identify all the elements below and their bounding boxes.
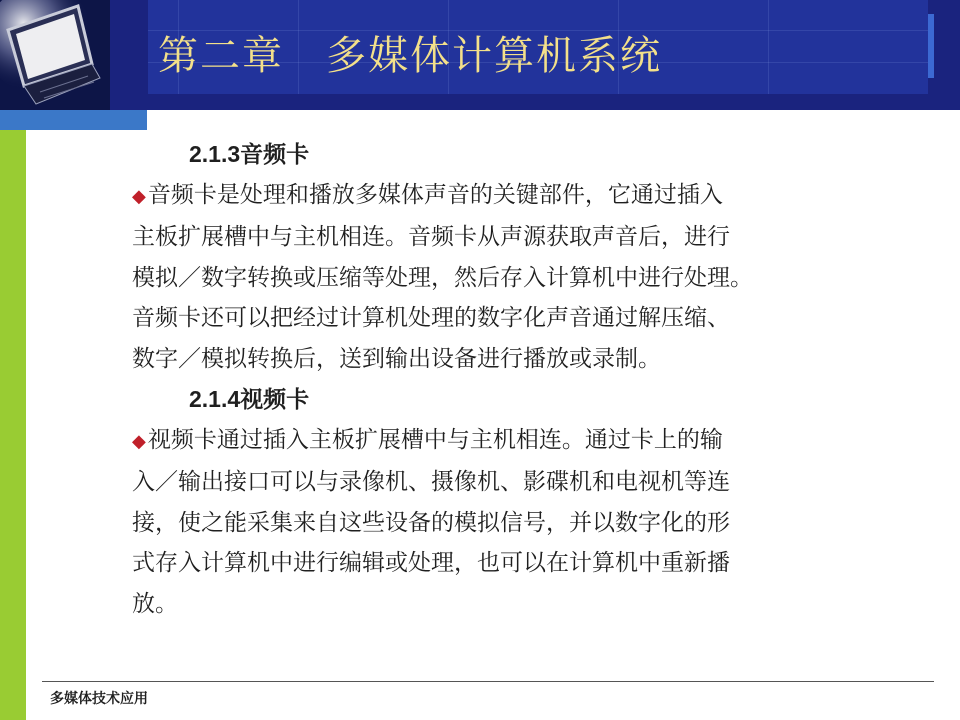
paragraph-line: 式存入计算机中进行编辑或处理，也可以在计算机中重新播 [132,550,730,576]
paragraph-line: 主板扩展槽中与主机相连。音频卡从声源获取声音后，进行 [132,224,730,250]
paragraph-line: 放。 [132,590,178,617]
diamond-bullet-icon: ◆ [132,185,146,207]
monitor-icon [0,0,110,110]
footer-divider [42,681,934,682]
paragraph-text: 音频卡是处理和播放多媒体声音的关键部件，它通过插入 [147,181,723,208]
paragraph-line [132,420,852,463]
page-title: 第二章 多媒体计算机系统 [158,33,662,79]
paragraph-line: 音频卡还可以把经过计算机处理的数字化声音通过解压缩、 [132,305,730,331]
slide-content [132,134,852,624]
section-heading-audio-card: 2.1.3音频卡 [189,141,310,167]
paragraph-line [132,175,852,218]
right-accent-bar [928,14,934,78]
paragraph-line: 模拟／数字转换或压缩等处理，然后存入计算机中进行处理。 [132,264,753,291]
left-green-strip [0,130,26,720]
paragraph-line: 接，使之能采集来自这些设备的模拟信号，并以数字化的形 [132,509,730,536]
paragraph-text: 视频卡通过插入主板扩展槽中与主机相连。通过卡上的输 [147,426,723,453]
footer-course-title: 多媒体技术应用 [50,691,148,707]
paragraph-line: 数字／模拟转换后，送到输出设备进行播放或录制。 [132,345,661,372]
left-accent-block [0,110,147,130]
section-heading-video-card: 2.1.4视频卡 [189,386,310,412]
diamond-bullet-icon: ◆ [132,430,146,452]
paragraph-line: 入／输出接口可以与录像机、摄像机、影碟机和电视机等连 [132,469,730,495]
right-accent-band [936,14,960,110]
computer-monitor-image [0,0,110,110]
